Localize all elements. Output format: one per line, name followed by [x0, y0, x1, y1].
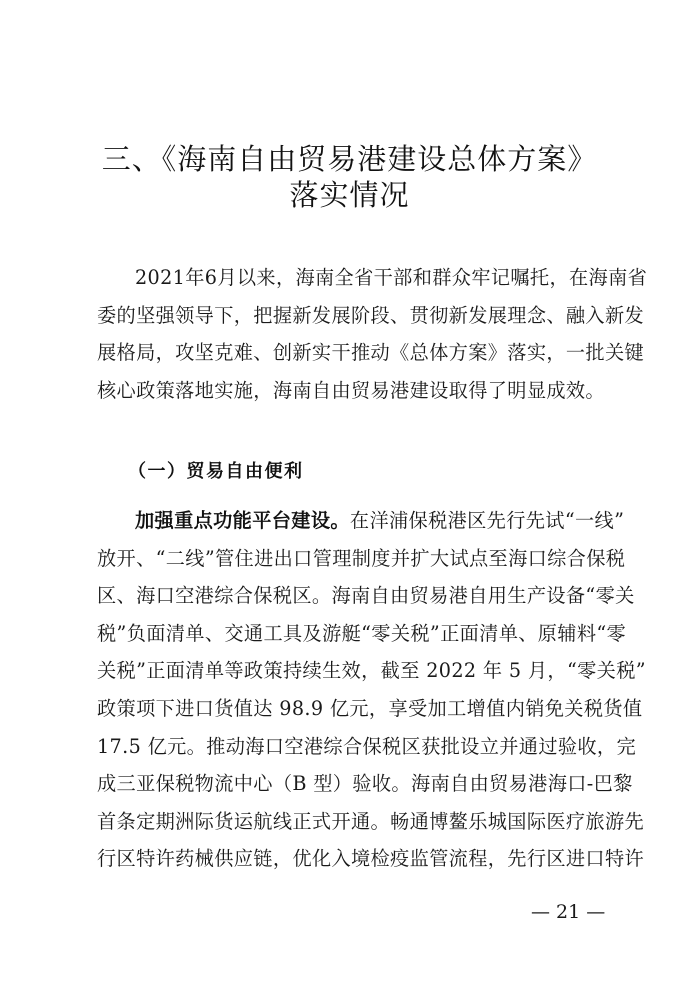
paragraph-line: 成三亚保税物流中心（B 型）验收。海南自由贸易港海口-巴黎: [97, 772, 633, 796]
section-paragraph: [97, 502, 646, 878]
paragraph-lead-title: 加强重点功能平台建设。: [135, 509, 350, 532]
page-title-line-2: 落实情况: [289, 178, 410, 212]
paragraph-line: 放开、“二线”管住进出口管理制度并扩大试点至海口综合保税: [97, 546, 626, 570]
paragraph-line: 税”负面清单、交通工具及游艇“零关税”正面清单、原辅料“零: [97, 621, 627, 645]
paragraph-line: 政策项下进口货值达 98.9 亿元，享受加工增值内销免关税货值: [97, 696, 643, 720]
page-number: — 21 —: [531, 901, 606, 923]
intro-line: 核心政策落地实施，海南自由贸易港建设取得了明显成效。: [97, 378, 605, 402]
intro-paragraph: [97, 259, 648, 409]
section-heading: （一）贸易自由便利: [128, 461, 304, 482]
paragraph-line: 首条定期洲际货运航线正式开通。畅通博鳌乐城国际医疗旅游先: [97, 809, 645, 833]
intro-line: 2021年6月以来，海南全省干部和群众牢记嘱托，在海南省: [135, 266, 648, 289]
intro-line: 委的坚强领导下，把握新发展阶段、贯彻新发展理念、融入新发: [97, 303, 645, 327]
intro-line: 展格局，攻坚克难、创新实干推动《总体方案》落实，一批关键: [97, 341, 645, 365]
paragraph-line: 关税”正面清单等政策持续生效，截至 2022 年 5 月，“零关税”: [97, 659, 646, 683]
paragraph-first-line: [97, 502, 625, 540]
paragraph-first-line-text: 在洋浦保税港区先行先试“一线”: [349, 509, 625, 532]
paragraph-line: 行区特许药械供应链，优化入境检疫监管流程，先行区进口特许: [97, 847, 645, 871]
paragraph-line: 17.5 亿元。推动海口空港综合保税区获批设立并通过验收，完: [97, 734, 637, 758]
paragraph-line: 区、海口空港综合保税区。海南自由贸易港自用生产设备“零关: [97, 584, 635, 608]
page-title-line-1: 三、《海南自由贸易港建设总体方案》: [101, 142, 598, 176]
